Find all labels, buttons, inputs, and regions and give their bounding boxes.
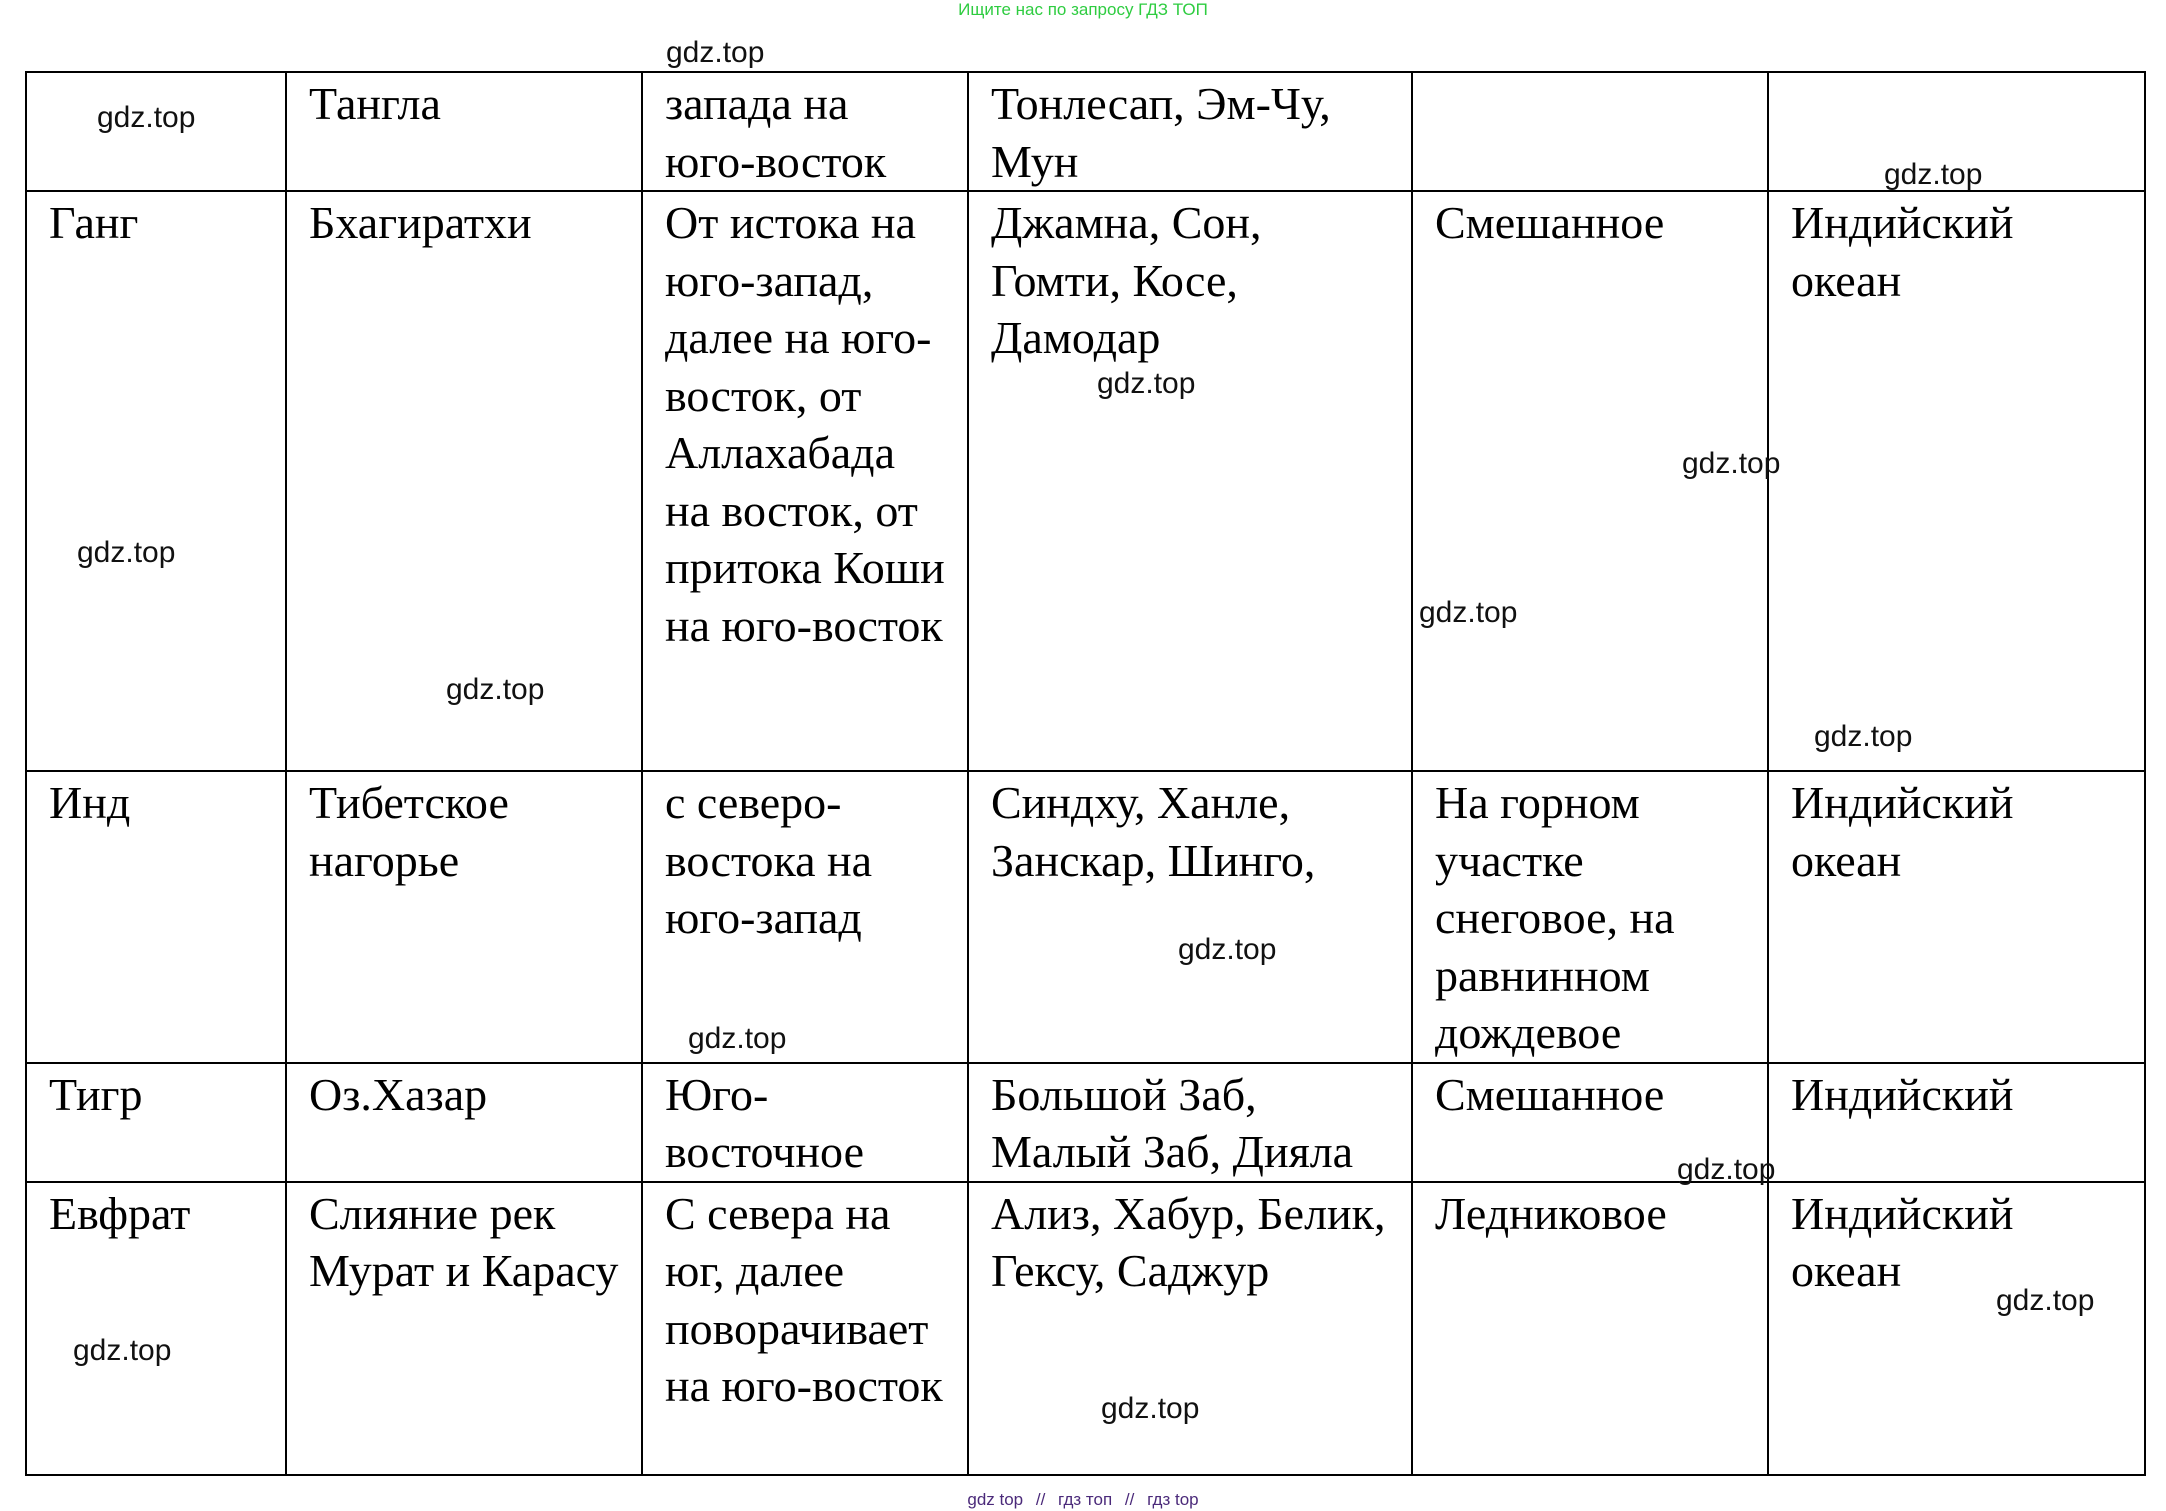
top-banner: Ищите нас по запросу ГДЗ ТОП — [958, 0, 1208, 19]
table-cell: На горном участке снеговое, на равнинном дождевое — [1412, 771, 1768, 1063]
table-row — [26, 1063, 2145, 1182]
table-row — [26, 72, 2145, 191]
table-cell: Евфрат — [26, 1182, 286, 1475]
rivers-table — [25, 71, 2146, 1476]
table-cell: запада на юго-восток — [642, 72, 968, 191]
watermark: gdz.top — [1884, 158, 1983, 191]
footer-link[interactable]: гдз топ — [1058, 1490, 1113, 1509]
table-cell: Тонлесап, Эм-Чу, Мун — [968, 72, 1412, 191]
watermark: gdz.top — [1996, 1284, 2095, 1317]
watermark: gdz.top — [1097, 367, 1196, 400]
table-row — [26, 1182, 2145, 1475]
watermark: gdz.top — [73, 1334, 172, 1367]
table-cell: Индийский океан — [1768, 1182, 2145, 1475]
footer-links — [0, 1490, 2166, 1510]
watermark: gdz.top — [1101, 1392, 1200, 1425]
table-cell: Бхагиратхи — [286, 191, 642, 771]
table-cell: Инд — [26, 771, 286, 1063]
table-cell: Большой Заб, Малый Заб, Дияла — [968, 1063, 1412, 1182]
watermark: gdz.top — [1814, 720, 1913, 753]
table-cell: От истока на юго-запад, далее на юго-восток, от Аллахабада на восток, от притока Коши на юго-восток — [642, 191, 968, 771]
watermark: gdz.top — [1419, 596, 1518, 629]
table-cell: Тигр — [26, 1063, 286, 1182]
watermark: gdz.top — [1677, 1153, 1776, 1186]
table-cell: Джамна, Сон, Гомти, Косе, Дамодар — [968, 191, 1412, 771]
table-cell: Смешанное — [1412, 191, 1768, 771]
footer-link[interactable]: gdz top — [967, 1490, 1024, 1509]
table-cell: Ганг — [26, 191, 286, 771]
footer-link[interactable]: гдз top — [1147, 1490, 1199, 1509]
footer-separator: // — [1124, 1490, 1135, 1509]
footer-separator: // — [1035, 1490, 1046, 1509]
watermark: gdz.top — [688, 1022, 787, 1055]
table-cell: Ализ, Хабур, Белик, Гексу, Саджур — [968, 1182, 1412, 1475]
table-cell: Оз.Хазар — [286, 1063, 642, 1182]
table-cell: Синдху, Ханле, Занскар, Шинго, — [968, 771, 1412, 1063]
watermark: gdz.top — [1682, 447, 1781, 480]
table-row — [26, 771, 2145, 1063]
table-cell: Юго-восточное — [642, 1063, 968, 1182]
watermark: gdz.top — [666, 36, 765, 69]
table-cell: С севера на юг, далее поворачивает на юго-восток — [642, 1182, 968, 1475]
table-cell: Тибетское нагорье — [286, 771, 642, 1063]
watermark: gdz.top — [446, 673, 545, 706]
table-cell: Индийский океан — [1768, 771, 2145, 1063]
table-cell: Слияние рек Мурат и Карасу — [286, 1182, 642, 1475]
table-cell: Ледниковое — [1412, 1182, 1768, 1475]
table-row — [26, 191, 2145, 771]
table-cell: Индийский океан — [1768, 191, 2145, 771]
table-cell: Смешанное — [1412, 1063, 1768, 1182]
table-cell — [1412, 72, 1768, 191]
watermark: gdz.top — [1178, 933, 1277, 966]
table-cell: с северо-востока на юго-запад — [642, 771, 968, 1063]
table-cell: Индийский — [1768, 1063, 2145, 1182]
watermark: gdz.top — [77, 536, 176, 569]
watermark: gdz.top — [97, 101, 196, 134]
table-cell: Тангла — [286, 72, 642, 191]
